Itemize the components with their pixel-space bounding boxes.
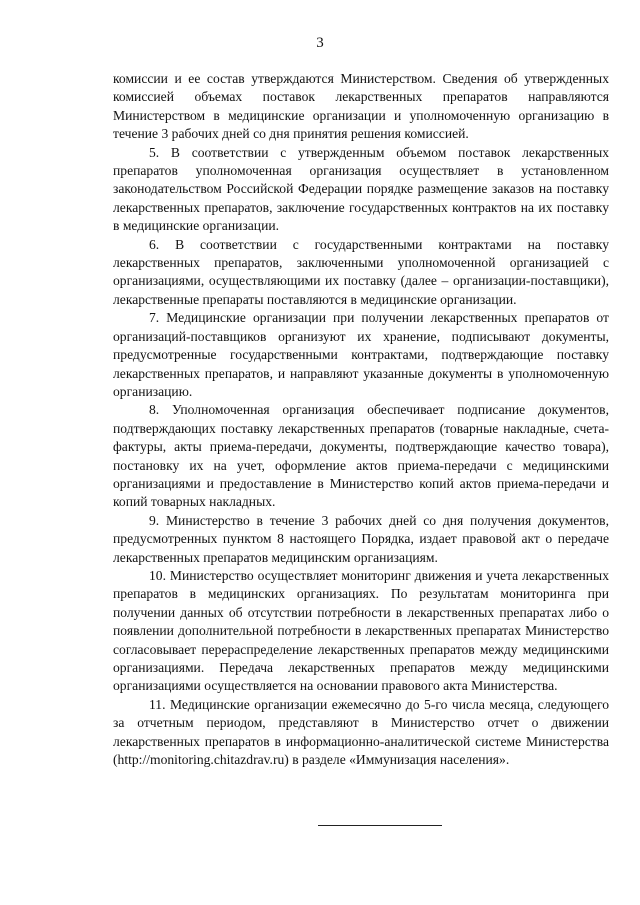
document-body <box>113 70 609 769</box>
paragraph-6: 6. В соответствии с государственными контрактами на поставку лекарственных препаратов, заключенными уполномоченной организацией с организациями, осуществляющими их поставку (далее – организации-поставщики), лекарственные препараты поставляются в медицинские организации. <box>113 236 609 307</box>
paragraph-7: 7. Медицинские организации при получении лекарственных препаратов от организаций-поставщиков организуют их хранение, подписывают документы, предусмотренные государственными контрактами, подтверждающие поставку лекарственных препаратов, и направляют указанные документы в уполномоченную организацию. <box>113 310 609 399</box>
paragraph-continuation: комиссии и ее состав утверждаются Министерством. Сведения об утвержденных комиссией объемах поставок лекарственных препаратов направляются Министерством в медицинские организации и уполномоченную организацию в течение 3 рабочих дней со дня принятия решения комиссией. <box>113 71 609 142</box>
end-of-document-rule <box>318 825 442 826</box>
paragraph-5: 5. В соответствии с утвержденным объемом поставок лекарственных препаратов уполномоченная организация осуществляет в установленном законодательством Российской Федерации порядке размещение заказов на поставку лекарственных препаратов, заключение государственных контрактов на их поставку в медицинские организации. <box>113 144 609 234</box>
paragraph-9: 9. Министерство в течение 3 рабочих дней со дня получения документов, предусмотренных пунктом 8 настоящего Порядка, издает правовой акт о передаче лекарственных препаратов медицинским организациям. <box>113 512 609 565</box>
paragraph-8: 8. Уполномоченная организация обеспечивает подписание документов, подтверждающих поставку лекарственных препаратов (товарные накладные, счета-фактуры, акты приема-передачи, документы, подтверждающие качество товара), постановку их на учет, оформление актов приема-передачи с медицинскими организациями и предоставление в Министерство копий актов приема-передачи и копий товарных накладных. <box>113 402 609 510</box>
paragraph-10: 10. Министерство осуществляет мониторинг движения и учета лекарственных препаратов в медицинских организациях. По результатам мониторинга при получении данных об отсутствии потребности в лекарственных препаратах либо о появлении дополнительной потребности в лекарственных препаратах Министерство согласовывает перераспределение лекарственных препаратов между медицинскими организациями. Передача лекарственных препаратов между медицинскими организациями осуществляется на основании правового акта Министерства. <box>113 567 609 694</box>
paragraph-11: 11. Медицинские организации ежемесячно до 5-го числа месяца, следующего за отчетным периодом, представляют в Министерство отчет о движении лекарственных препаратов в информационно-аналитической системе Министерства (http://monitoring.chitazdrav.ru) в разделе «Иммунизация населения». <box>113 696 609 768</box>
page-number: 3 <box>316 35 324 51</box>
